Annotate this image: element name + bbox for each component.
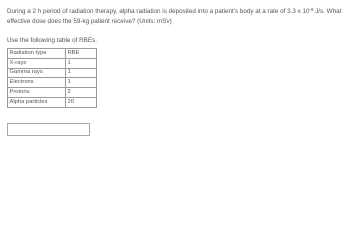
table-row [8, 88, 97, 98]
table-row [8, 58, 97, 68]
rbe-table [7, 48, 97, 108]
radiation-type-cell: Gamma rays [8, 68, 66, 78]
question-text-part-2: J/s. What effective dose does the 59-kg patient receive? (Units: mSv) [7, 8, 342, 26]
answer-input[interactable] [7, 123, 90, 136]
rbe-cell: 20 [66, 97, 97, 107]
exponent: -8 [309, 6, 314, 12]
rbe-cell: 1 [66, 68, 97, 78]
radiation-type-cell: Electrons [8, 78, 66, 88]
table-row [8, 97, 97, 107]
table-instruction: Use the following table of RBEs. [7, 37, 97, 44]
table-row [8, 68, 97, 78]
rbe-cell: 1 [66, 78, 97, 88]
header-rbe: RBE [66, 49, 97, 59]
question-text-part-1: During a 2 h period of radiation therapy, alpha radiation is deposited into a patient's body at a rate of 3.3 x 10 [7, 8, 310, 15]
radiation-type-cell: Alpha particles [8, 97, 66, 107]
question-text [7, 7, 345, 28]
table-row [8, 78, 97, 88]
radiation-type-cell: X-rays [8, 58, 66, 68]
table-header-row [8, 49, 97, 59]
rbe-cell: 1 [66, 58, 97, 68]
radiation-type-cell: Protons [8, 88, 66, 98]
rbe-cell: 2 [66, 88, 97, 98]
header-radiation-type: Radiation type [8, 49, 66, 59]
